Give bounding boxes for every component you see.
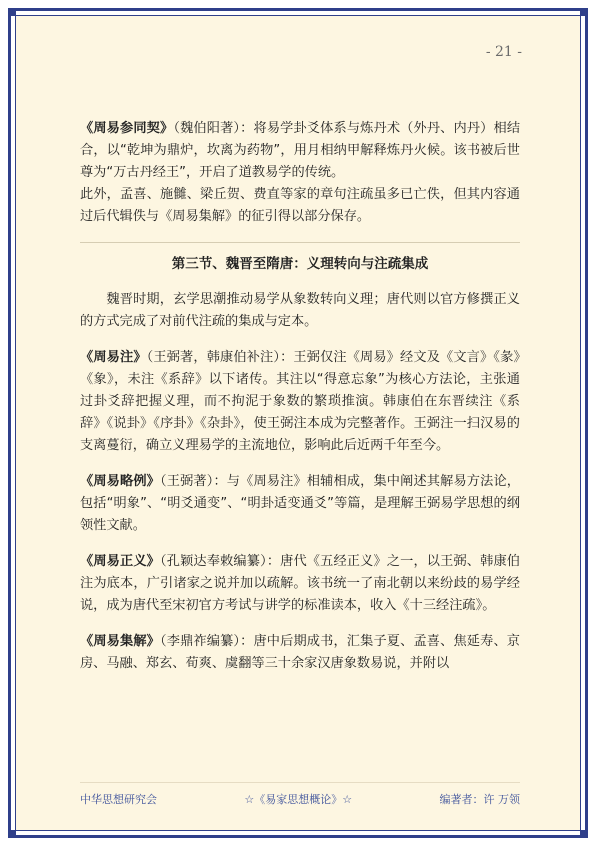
- book-author: （魏伯阳著）: [173, 121, 241, 136]
- section-intro: 魏晋时期，玄学思潮推动易学从象数转向义理；唐代则以官方修撰正义的方式完成了对前代注疏的集成与定本。: [80, 292, 520, 329]
- book-author: （孔颖达奉敕编纂）: [160, 554, 267, 569]
- footer-book-title: ☆《易家思想概论》☆: [244, 793, 353, 806]
- section-divider: [80, 242, 520, 243]
- entry-text: ：唐代《五经正义》之一，以王弼、韩康伯注为底本，广引诸家之说并加以疏解。该书统一了南北朝以来纷歧的易学经说，成为唐代至宋初官方考试与讲学的标准读本，收入《十三经注疏》。: [80, 554, 520, 613]
- book-author: （王弼著）: [160, 474, 214, 489]
- entry-zhouyi-cantongqi: [80, 118, 520, 228]
- footer-organization: 中华思想研究会: [80, 793, 157, 806]
- book-title: 《周易注》: [80, 350, 147, 365]
- corner-ornament: [580, 830, 588, 838]
- footer-author: 编著者：许 万领: [439, 793, 520, 806]
- book-title: 《周易正义》: [80, 554, 160, 569]
- page-footer: [80, 791, 520, 807]
- footer-rule: [80, 782, 520, 783]
- book-title: 《周易参同契》: [80, 121, 174, 136]
- page-content: [80, 118, 520, 689]
- book-title: 《周易略例》: [80, 474, 160, 489]
- corner-ornament: [8, 830, 16, 838]
- paragraph-text: 此外，孟喜、施雠、梁丘贺、费直等家的章句注疏虽多已亡佚，但其内容通过后代辑佚与《周易集解》的征引得以部分保存。: [80, 187, 520, 224]
- entry-text: ：王弼仅注《周易》经文及《文言》《彖》《象》，未注《系辞》以下诸传。其注以“得意忘象”为核心方法论，主张通过卦爻辞把握义理，而不拘泥于象数的繁琐推演。韩康伯在东晋续注《系辞》《说卦》《序卦》《杂卦》，使王弼注本成为完整著作。王弼注一扫汉易的支离蔓衍，确立义理易学的主流地位，影响此后近两千年至今。: [80, 350, 520, 453]
- corner-ornament: [8, 8, 16, 16]
- book-author: （王弼著，韩康伯补注）: [146, 350, 281, 365]
- entry-text: ：唐中后期成书，汇集子夏、孟喜、焦延寿、京房、马融、郑玄、荀爽、虞翻等三十余家汉唐象数易说，并附以: [80, 634, 520, 671]
- entry-zhouyi-zhu: [80, 347, 520, 457]
- book-author: （李鼎祚编纂）: [160, 634, 241, 649]
- corner-ornament: [580, 8, 588, 16]
- entry-text: ：将易学卦爻体系与炼丹术（外丹、内丹）相结合，以“乾坤为鼎炉，坎离为药物”，用月相纳甲解释炼丹火候。该书被后世尊为“万古丹经王”，开启了道教易学的传统。: [80, 121, 521, 180]
- entry-zhouyi-jijie: [80, 631, 520, 675]
- page-number: - 21 -: [485, 44, 522, 60]
- entry-zhouyi-zhengyi: [80, 551, 520, 617]
- entry-text: ：与《周易注》相辅相成，集中阐述其解易方法论，包括“明象”、“明爻通变”、“明卦适变通爻”等篇，是理解王弼易学思想的纲领性文献。: [80, 474, 520, 533]
- book-title: 《周易集解》: [80, 634, 160, 649]
- entry-zhouyi-lueli: [80, 471, 520, 537]
- section-title: 第三节、魏晋至隋唐：义理转向与注疏集成: [171, 256, 429, 272]
